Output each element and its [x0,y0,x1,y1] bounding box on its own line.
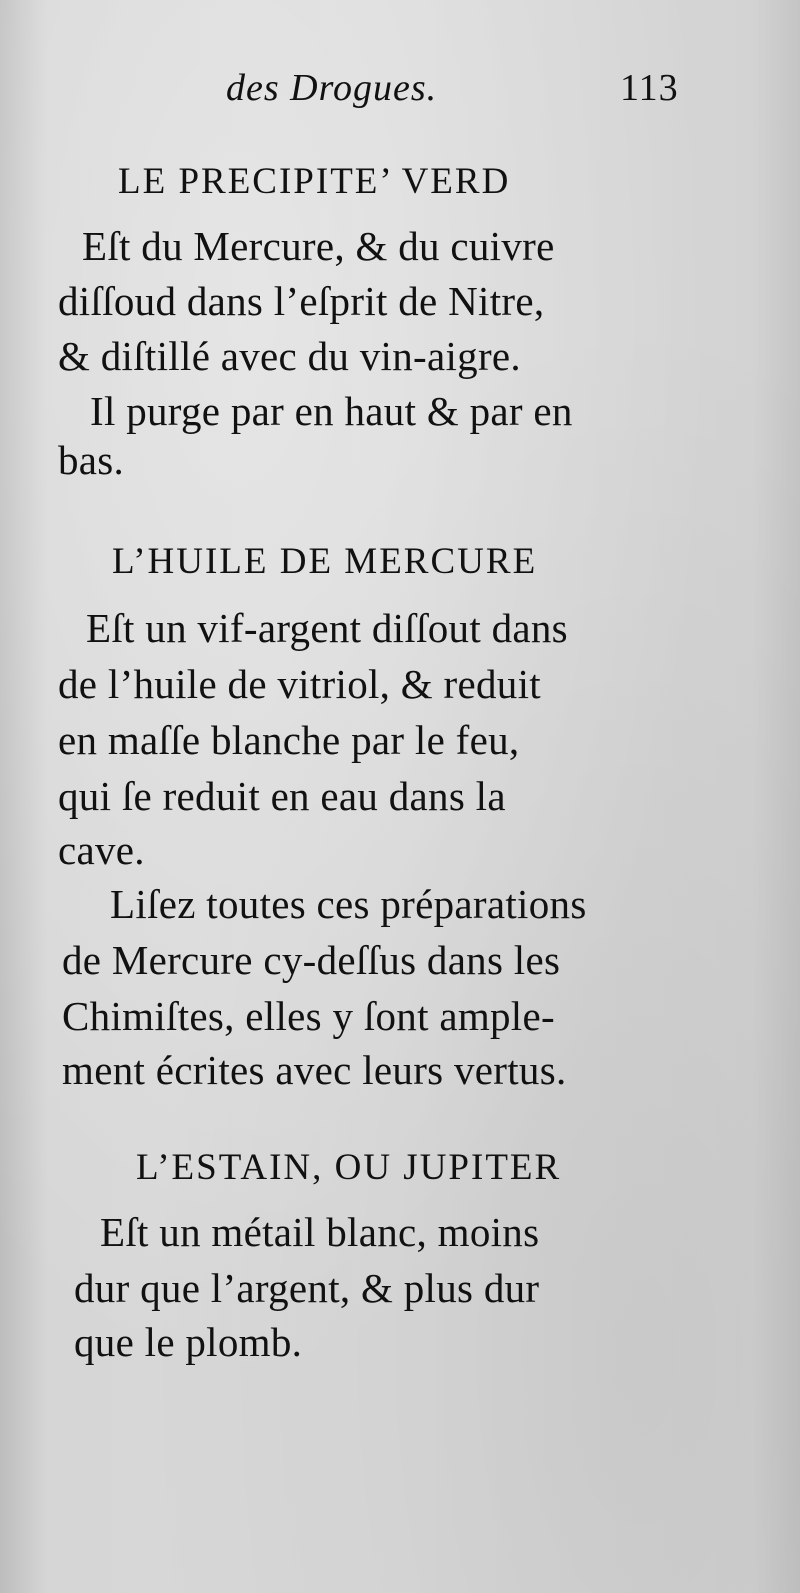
text-line: que le plomb. [74,1319,303,1365]
text-line: de l’huile de vitriol, & reduit [58,661,541,707]
text-line: Eſt du Mercure, & du cuivre [82,223,555,269]
text-line: Liſez toutes ces préparations [110,881,587,927]
text-line: qui ſe reduit en eau dans la [58,773,506,819]
text-line: de Mercure cy-deſſus dans les [62,937,561,983]
text-line: Eſt un vif-argent diſſout dans [86,605,568,651]
section-heading: L’HUILE DE MERCURE [112,541,538,582]
section-heading: LE PRECIPITE’ VERD [118,161,511,202]
text-line: dur que l’argent, & plus dur [74,1265,540,1311]
running-head [0,66,800,116]
text-line: cave. [58,827,145,873]
running-title: des Drogues. [226,67,438,109]
text-line: bas. [58,437,125,483]
text-line: ment écrites avec leurs vertus. [62,1047,567,1093]
section-heading: L’ESTAIN, OU JUPITER [136,1147,562,1188]
text-line: Eſt un métail blanc, moins [100,1209,540,1255]
page-number: 113 [620,67,679,109]
text-line: diſſoud dans l’eſprit de Nitre, [58,278,545,324]
text-line: Chimiſtes, elles y ſont ample- [62,993,555,1039]
text-line: Il purge par en haut & par en [90,388,573,434]
text-line: en maſſe blanche par le feu, [58,717,520,763]
text-line: & diſtillé avec du vin-aigre. [58,333,521,379]
